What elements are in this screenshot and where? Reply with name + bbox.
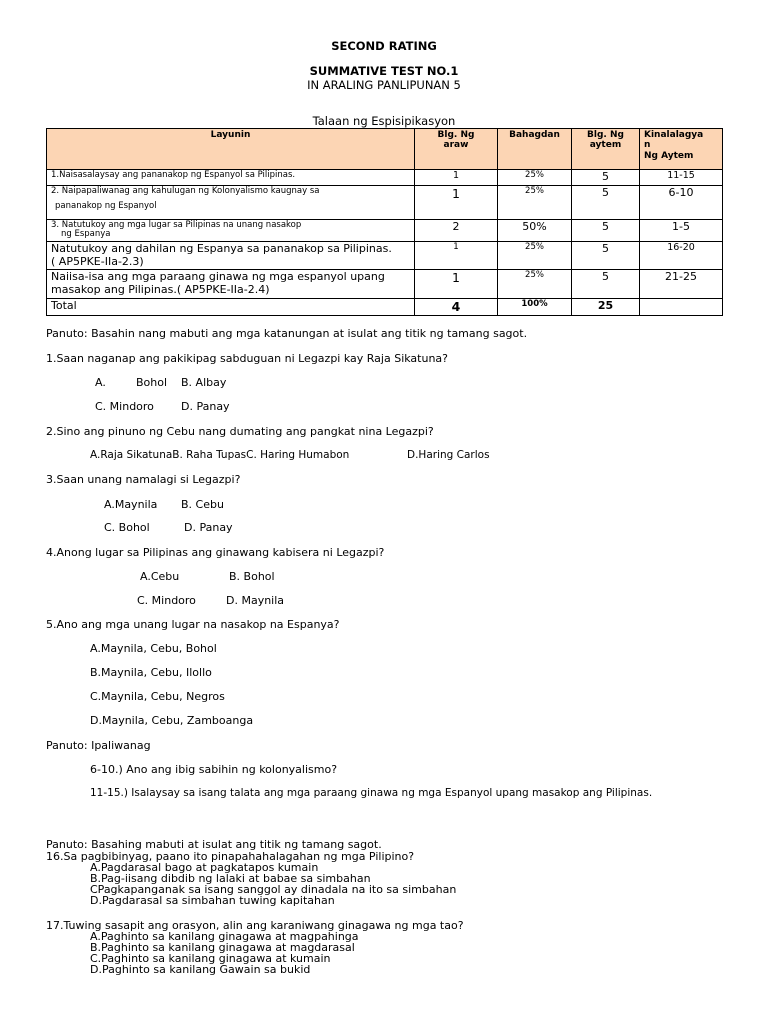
row2-aytem: 5 [572,185,640,219]
header-kinalalagyan-line2: n [644,140,651,151]
row1-araw: 1 [415,170,498,186]
essay-question-2: 11-15.) Isalaysay sa isang talata ang mga paraang ginawa ng mga Espanyol upang masakop ang Pilipinas. [90,787,653,799]
row4-layunin-line2: ( AP5PKE-IIa-2.3) [51,254,144,268]
q4-choice-b: B. Bohol [229,570,275,583]
header-aytem-line1: Blg. Ng [587,130,624,140]
total-aytem: 25 [572,298,640,315]
row4-kinalalagyan: 16-20 [640,242,723,270]
q17-choice-c: C.Paghinto sa kanilang ginagawa at kumain [90,952,331,965]
question-16: 16.Sa pagbibinyag, paano ito pinapahahalagahan ng mga Pilipino? [46,850,415,863]
question-1: 1.Saan naganap ang pakikipag sabduguan ni Legazpi kay Raja Sikatuna? [46,352,449,365]
question-5: 5.Ano ang mga unang lugar na nasakop na Espanya? [46,618,340,631]
q4-choice-a: A.Cebu [140,570,180,583]
header-kinalalagyan-line1: Kinalalagya [644,130,704,140]
row5-layunin [47,270,415,298]
document-title: SECOND RATING [331,39,437,53]
row3-layunin [47,219,415,242]
header-kinalalagyan [640,129,723,170]
row5-araw: 1 [415,270,498,298]
q17-choice-d: D.Paghinto sa kanilang Gawain sa bukid [90,963,311,976]
row3-araw: 2 [415,219,498,242]
instructions-2: Panuto: Ipaliwanag [46,739,151,752]
row2-layunin [47,185,415,219]
total-bahagdan: 100% [498,298,572,315]
table-total-row [47,298,723,315]
q4-choice-d: D. Maynila [226,594,285,607]
row2-araw: 1 [415,185,498,219]
row5-kinalalagyan: 21-25 [640,270,723,298]
row4-araw: 1 [415,242,498,270]
row1-layunin: 1.Naisasalaysay ang pananakop ng Espanyol sa Pilipinas. [47,170,415,186]
q17-choice-a: A.Paghinto sa kanilang ginagawa at magpahinga [90,930,359,943]
q1-choice-c: C. Mindoro [95,400,154,413]
q4-choice-c: C. Mindoro [137,594,196,607]
q1-choice-b: B. Albay [181,376,227,389]
table-caption: Talaan ng Espisipikasyon [312,114,456,128]
row2-layunin-line2: pananakop ng Espanyol [55,201,157,212]
header-araw-line1: Blg. Ng [437,130,475,140]
header-aytem [572,129,640,170]
row1-aytem: 5 [572,170,640,186]
subject-line: IN ARALING PANLIPUNAN 5 [307,78,461,92]
row3-layunin-line2: ng Espanya [61,229,111,240]
q3-choice-d: D. Panay [184,521,233,534]
total-kinalalagyan [640,298,723,315]
header-araw-line2: araw [443,140,469,151]
header-layunin: Layunin [47,129,415,170]
header-aytem-line2: aytem [589,140,622,151]
q3-choice-a: A.Maynila [104,498,158,511]
q5-choice-b: B.Maynila, Cebu, Ilollo [90,666,212,679]
table-row [47,219,723,242]
q3-choice-b: B. Cebu [181,498,224,511]
table-row [47,185,723,219]
row5-bahagdan: 25% [498,270,572,298]
question-17: 17.Tuwing sasapit ang orasyon, alin ang karaniwang ginagawa ng mga tao? [46,919,464,932]
table-row [47,270,723,298]
row4-layunin-line1: Natutukoy ang dahilan ng Espanya sa pananakop sa Pilipinas. [51,242,392,256]
total-araw: 4 [415,298,498,315]
table-row [47,170,723,186]
row3-aytem: 5 [572,219,640,242]
q3-choice-c: C. Bohol [104,521,150,534]
question-2: 2.Sino ang pinuno ng Cebu nang dumating ang pangkat nina Legazpi? [46,425,434,438]
row4-bahagdan: 25% [498,242,572,270]
q5-choice-d: D.Maynila, Cebu, Zamboanga [90,714,254,727]
row5-layunin-line1: Naiisa-isa ang mga paraang ginawa ng mga espanyol upang [51,270,385,284]
row2-layunin-line1: 2. Naipapaliwanag ang kahulugan ng Kolonyalismo kaugnay sa [51,185,320,196]
q1-choice-d: D. Panay [181,400,230,413]
total-label: Total [47,298,415,315]
q2-choice-d: D.Haring Carlos [407,449,490,461]
row3-layunin-line1: 3. Natutukoy ang mga lugar sa Pilipinas na unang nasakop [51,219,302,230]
question-3: 3.Saan unang namalagi si Legazpi? [46,473,241,486]
table-header-row [47,129,723,170]
row5-aytem: 5 [572,270,640,298]
question-4: 4.Anong lugar sa Pilipinas ang ginawang kabisera ni Legazpi? [46,546,385,559]
q16-choice-d: D.Pagdarasal sa simbahan tuwing kapitahan [90,894,335,907]
header-bahagdan: Bahagdan [498,129,572,170]
row5-layunin-line2: masakop ang Pilipinas.( AP5PKE-IIa-2.4) [51,283,270,297]
row1-kinalalagyan: 11-15 [640,170,723,186]
q5-choice-a: A.Maynila, Cebu, Bohol [90,642,217,655]
row3-kinalalagyan: 1-5 [640,219,723,242]
row2-kinalalagyan: 6-10 [640,185,723,219]
test-name: SUMMATIVE TEST NO.1 [309,64,459,78]
q5-choice-c: C.Maynila, Cebu, Negros [90,690,225,703]
row2-bahagdan: 25% [498,185,572,219]
row1-bahagdan: 25% [498,170,572,186]
q16-choice-c: CPagkapanganak sa isang sanggol ay dinadala na ito sa simbahan [90,883,457,896]
q16-choice-a: A.Pagdarasal bago at pagkatapos kumain [90,861,319,874]
essay-question-1: 6-10.) Ano ang ibig sabihin ng kolonyalismo? [90,763,338,776]
header-araw [415,129,498,170]
q17-choice-b: B.Paghinto sa kanilang ginagawa at magdarasal [90,941,355,954]
row3-bahagdan: 50% [498,219,572,242]
q2-choices-abc: A.Raja SikatunaB. Raha TupasC. Haring Humabon [90,449,350,461]
specification-table [46,128,723,316]
instructions-3: Panuto: Basahing mabuti at isulat ang titik ng tamang sagot. [46,838,382,851]
q16-choice-b: B.Pag-iisang dibdib ng lalaki at babae sa simbahan [90,872,371,885]
q1-choice-a-letter: A. [95,376,106,389]
header-kinalalagyan-line3: Ng Aytem [644,150,694,161]
instructions-1: Panuto: Basahin nang mabuti ang mga katanungan at isulat ang titik ng tamang sagot. [46,327,528,340]
row4-aytem: 5 [572,242,640,270]
table-row [47,242,723,270]
q1-choice-a: Bohol [136,376,168,389]
row4-layunin [47,242,415,270]
